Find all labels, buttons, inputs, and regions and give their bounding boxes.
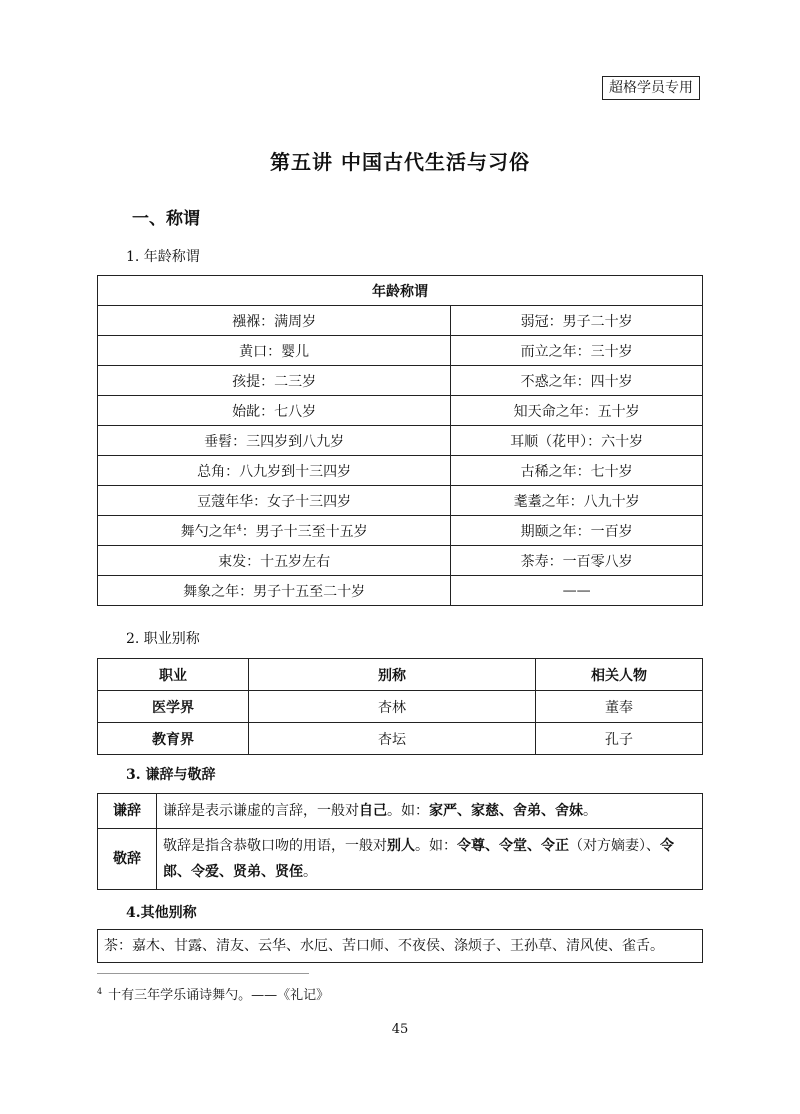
age-cell-right: —— [451, 576, 703, 606]
subheading-other-aliases: 4.其他别称 [126, 905, 197, 921]
age-cell-left [98, 516, 451, 546]
table-row [98, 456, 703, 486]
job-cell-person: 孔子 [536, 723, 703, 755]
humble-target: 自己 [359, 803, 387, 819]
table-row [98, 396, 703, 426]
respect-examples: 令尊、令堂、令正 [457, 838, 569, 854]
age-cell-left: 舞象之年：男子十五至二十岁 [98, 576, 451, 606]
page-title: 第五讲 中国古代生活与习俗 [270, 150, 530, 174]
humble-end: 。 [583, 803, 597, 819]
page-number: 45 [391, 1022, 409, 1037]
job-header-alias: 别称 [249, 659, 536, 691]
age-cell-left: 豆蔻年华：女子十三四岁 [98, 486, 451, 516]
age-cell-right: 茶寿：一百零八岁 [451, 546, 703, 576]
table-row [98, 794, 703, 829]
tea-aliases-box: 茶：嘉木、甘露、清友、云华、水厄、苦口师、不夜侯、涤烦子、王孙草、清风使、雀舌。 [97, 929, 703, 963]
job-cell-profession: 医学界 [98, 691, 249, 723]
age-cell-right: 而立之年：三十岁 [451, 336, 703, 366]
age-cell-left: 黄口：婴儿 [98, 336, 451, 366]
footnote-number: 4 [97, 986, 103, 996]
age-table-header: 年龄称谓 [98, 276, 703, 306]
footnote-divider [97, 973, 309, 974]
respect-description [157, 829, 703, 890]
age-cell-left: 垂髫：三四岁到八九岁 [98, 426, 451, 456]
age-cell-right: 不惑之年：四十岁 [451, 366, 703, 396]
age-cell-left: 始龀：七八岁 [98, 396, 451, 426]
footnote-marker: 4 [236, 522, 242, 532]
age-cell-right: 弱冠：男子二十岁 [451, 306, 703, 336]
table-row [98, 336, 703, 366]
footnote-text: 十有三年学乐诵诗舞勺。——《礼记》 [108, 988, 330, 1003]
job-header-person: 相关人物 [536, 659, 703, 691]
job-header-profession: 职业 [98, 659, 249, 691]
humble-text: 谦辞是表示谦虚的言辞，一般对 [163, 803, 359, 819]
age-definition: ：男子十三至十五岁 [241, 523, 368, 540]
respect-example-lead: 。如： [415, 838, 457, 854]
humble-examples: 家严、家慈、舍弟、舍妹 [429, 803, 583, 819]
table-row [98, 829, 703, 890]
age-cell-right: 古稀之年：七十岁 [451, 456, 703, 486]
age-cell-right: 期颐之年：一百岁 [451, 516, 703, 546]
job-cell-person: 董奉 [536, 691, 703, 723]
section-heading-titles: 一、称谓 [132, 209, 200, 229]
table-row [98, 516, 703, 546]
job-cell-alias: 杏林 [249, 691, 536, 723]
respect-end: 。 [303, 864, 317, 880]
table-row [98, 486, 703, 516]
age-cell-right: 耄耋之年：八九十岁 [451, 486, 703, 516]
table-row [98, 576, 703, 606]
humble-label: 谦辞 [98, 794, 157, 829]
subheading-honorifics: 3. 谦辞与敬辞 [126, 767, 216, 783]
table-row [98, 723, 703, 755]
job-cell-alias: 杏坛 [249, 723, 536, 755]
student-only-badge: 超格学员专用 [602, 76, 700, 100]
humble-description [157, 794, 703, 829]
humble-example-lead: 。如： [387, 803, 429, 819]
respect-text: 敬辞是指含恭敬口吻的用语，一般对 [163, 838, 387, 854]
respect-note: （对方嫡妻）、 [569, 838, 660, 854]
table-row [98, 306, 703, 336]
job-cell-profession: 教育界 [98, 723, 249, 755]
table-row [98, 546, 703, 576]
age-term: 舞勺之年 [180, 523, 237, 540]
age-cell-right: 耳顺（花甲）：六十岁 [451, 426, 703, 456]
table-row [98, 366, 703, 396]
subheading-age-titles: 1. 年龄称谓 [126, 249, 200, 265]
age-cell-left: 束发：十五岁左右 [98, 546, 451, 576]
age-cell-left: 总角：八九岁到十三四岁 [98, 456, 451, 486]
job-titles-table [97, 658, 703, 755]
age-cell-left: 襁褓：满周岁 [98, 306, 451, 336]
respect-label: 敬辞 [98, 829, 157, 890]
respect-target: 别人 [387, 838, 415, 854]
table-row [98, 426, 703, 456]
age-titles-table [97, 275, 703, 606]
respect-examples-more: 令郎、令爱、贤弟、贤侄 [163, 838, 674, 880]
age-cell-left: 孩提：二三岁 [98, 366, 451, 396]
honorifics-table [97, 793, 703, 890]
table-row [98, 691, 703, 723]
age-cell-right: 知天命之年：五十岁 [451, 396, 703, 426]
footnote [97, 984, 329, 1003]
subheading-job-titles: 2. 职业别称 [126, 631, 200, 647]
